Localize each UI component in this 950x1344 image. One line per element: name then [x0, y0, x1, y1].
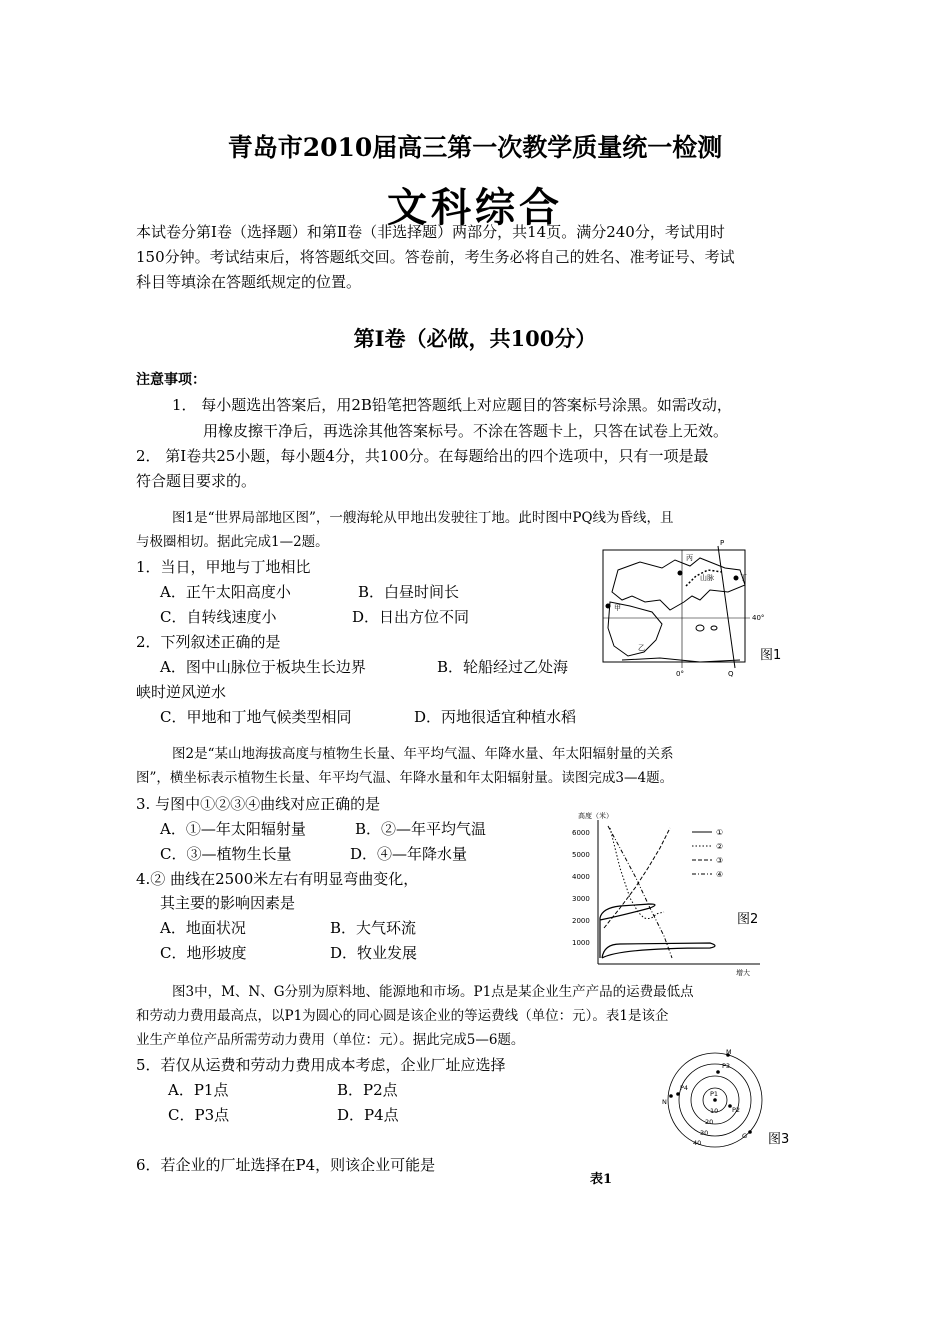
point-p4 [676, 1092, 680, 1096]
group3-intro-line3: 业生产单位产品所需劳动力费用（单位：元）。据此完成5—6题。 [136, 1032, 525, 1048]
group1-intro-line2: 与极圈相切。据此完成1—2题。 [136, 534, 329, 550]
island [711, 626, 717, 630]
group3-intro-line1: 图3中，M、N、G分别为原料地、能源地和市场。P1点是某企业生产产品的运费最低点 [172, 984, 694, 1000]
q5-option-a: A．P1点 [168, 1081, 229, 1099]
coastline-north [612, 558, 745, 610]
q1-option-a: A．正午太阳高度小 [160, 583, 291, 601]
notice-1-cont: 用橡皮擦干净后，再选涂其他答案标号。不涂在答题卡上，只答在试卷上无效。 [203, 422, 729, 440]
table-1-label: 表1 [590, 1172, 613, 1187]
question-5: 5．若仅从运费和劳动力费用成本考虑，企业厂址应选择 [136, 1056, 506, 1074]
point-bing [678, 571, 683, 576]
question-3: 3. 与图中①②③④曲线对应正确的是 [136, 795, 381, 813]
chart-xlabel: 增大 [736, 969, 750, 977]
label-m: M [726, 1048, 732, 1056]
q3-option-b: B．②—年平均气温 [355, 820, 487, 838]
q1-option-c: C．自转线速度小 [160, 608, 277, 626]
isoline-label: 20 [705, 1118, 714, 1126]
q1-option-d: D．日出方位不同 [352, 608, 470, 626]
notice-1: 1． 每小题选出答案后，用2B铅笔把答题纸上对应题目的答案标号涂黑。如需改动， [172, 396, 732, 414]
ytick: 1000 [572, 939, 590, 947]
ytick: 5000 [572, 851, 590, 859]
notice-heading: 注意事项： [136, 372, 206, 388]
q4-option-c: C．地形坡度 [160, 944, 247, 962]
isoline-label: 10 [710, 1107, 719, 1115]
question-6: 6．若企业的厂址选择在P4，则该企业可能是 [136, 1156, 436, 1174]
notice-2: 2． 第Ⅰ卷共25小题，每小题4分，共100分。在每题给出的四个选项中，只有一项是最 [136, 447, 709, 465]
notice-2-cont: 符合题目要求的。 [136, 472, 257, 490]
q2-option-b: B．轮船经过乙处海 [437, 658, 569, 676]
q5-option-c: C．P3点 [168, 1106, 230, 1124]
question-4-cont: 其主要的影响因素是 [160, 894, 296, 912]
group2-intro-line1: 图2是“某山地海拔高度与植物生长量、年平均气温、年降水量、年太阳辐射量的关系 [172, 746, 674, 762]
map-label-bing: 丙 [686, 554, 693, 562]
group3-intro-line2: 和劳动力费用最高点，以P1为圆心的同心圆是该企业的等运费线（单位：元）。表1是该企 [136, 1008, 669, 1024]
figure-3-label: 图3 [768, 1132, 790, 1147]
question-2: 2．下列叙述正确的是 [136, 633, 281, 651]
q2-option-b-cont: 峡时逆风逆水 [136, 683, 227, 701]
figure-2-chart [560, 808, 780, 978]
question-1: 1．当日，甲地与丁地相比 [136, 558, 311, 576]
label-p4: P4 [680, 1084, 689, 1092]
group1-intro-line1: 图1是“世界局部地区图”，一艘海轮从甲地出发驶往丁地。此时图中PQ线为昏线，且 [172, 510, 674, 526]
point-g [748, 1130, 752, 1134]
map-label-ding: 丁 [740, 574, 747, 582]
isoline-label: 40 [693, 1139, 702, 1147]
point-p1 [713, 1098, 717, 1102]
legend-label: ③ [716, 856, 724, 865]
figure-2-label: 图2 [737, 912, 759, 927]
volume-title: 第Ⅰ卷（必做，共100分） [353, 326, 597, 351]
map-label-lat: 40° [752, 614, 765, 622]
island [696, 625, 704, 631]
question-4: 4.② 曲线在2500米左右有明显弯曲变化， [136, 870, 419, 888]
legend-label: ① [716, 828, 724, 837]
y-ticks [572, 829, 590, 947]
point-ding [734, 576, 739, 581]
map-label-lon: 0° [676, 670, 684, 678]
label-p1: P1 [710, 1090, 719, 1098]
label-p3: P3 [722, 1062, 731, 1070]
ytick: 3000 [572, 895, 590, 903]
q5-option-b: B．P2点 [337, 1081, 398, 1099]
map-label-yi: 乙 [638, 644, 645, 652]
coastline-south [622, 658, 740, 662]
legend-label: ② [716, 842, 724, 851]
map-label-shanmai: 山脉 [700, 574, 714, 582]
pq-line [718, 546, 735, 668]
q1-option-b: B．白昼时间长 [358, 583, 460, 601]
label-g: G [742, 1132, 748, 1140]
label-p2: P2 [732, 1106, 741, 1114]
ytick: 6000 [572, 829, 590, 837]
q3-option-c: C．③—植物生长量 [160, 845, 292, 863]
map-frame [603, 550, 745, 662]
q2-option-d: D．丙地很适宜种植水稻 [414, 708, 577, 726]
ytick: 2000 [572, 917, 590, 925]
isoline-label: 30 [700, 1129, 709, 1137]
q5-option-d: D．P4点 [337, 1106, 399, 1124]
label-n: N [662, 1098, 667, 1106]
q2-option-a: A．图中山脉位于板块生长边界 [160, 658, 366, 676]
group2-intro-line2: 图”，横坐标表示植物生长量、年平均气温、年降水量和年太阳辐射量。读图完成3—4题。 [136, 770, 674, 786]
q2-option-c: C．甲地和丁地气候类型相同 [160, 708, 352, 726]
legend-label: ④ [716, 870, 724, 879]
map-label-p: P [720, 540, 725, 547]
ytick: 4000 [572, 873, 590, 881]
curve-4 [608, 826, 672, 958]
q4-option-a: A．地面状况 [160, 919, 246, 937]
page-subtitle: 文科综合 [387, 184, 563, 231]
point-jia [606, 604, 611, 609]
page-title: 青岛市2010届高三第一次教学质量统一检测 [227, 133, 723, 162]
q4-option-d: D．牧业发展 [330, 944, 418, 962]
chart-legend [692, 828, 723, 879]
point-p3 [716, 1070, 720, 1074]
map-label-q: Q [728, 670, 734, 678]
map-label-jia: 甲 [614, 604, 621, 612]
point-n [669, 1094, 673, 1098]
chart-ylabel: 高度（米） [578, 812, 613, 820]
curve-1b [602, 943, 715, 958]
q4-option-b: B．大气环流 [330, 919, 417, 937]
figure-1-label: 图1 [760, 648, 782, 663]
q3-option-a: A．①—年太阳辐射量 [160, 820, 306, 838]
exam-intro: 本试卷分第Ⅰ卷（选择题）和第Ⅱ卷（非选择题）两部分，共14页。满分240分，考试用时 150分钟。考试结束后，将答题纸交回。答卷前，考生务必将自己的姓名、准考证号、考试 科目等填涂在答题纸规定的位置。 [136, 223, 735, 291]
figure-3-isolines [660, 1048, 770, 1152]
q3-option-d: D．④—年降水量 [350, 845, 468, 863]
